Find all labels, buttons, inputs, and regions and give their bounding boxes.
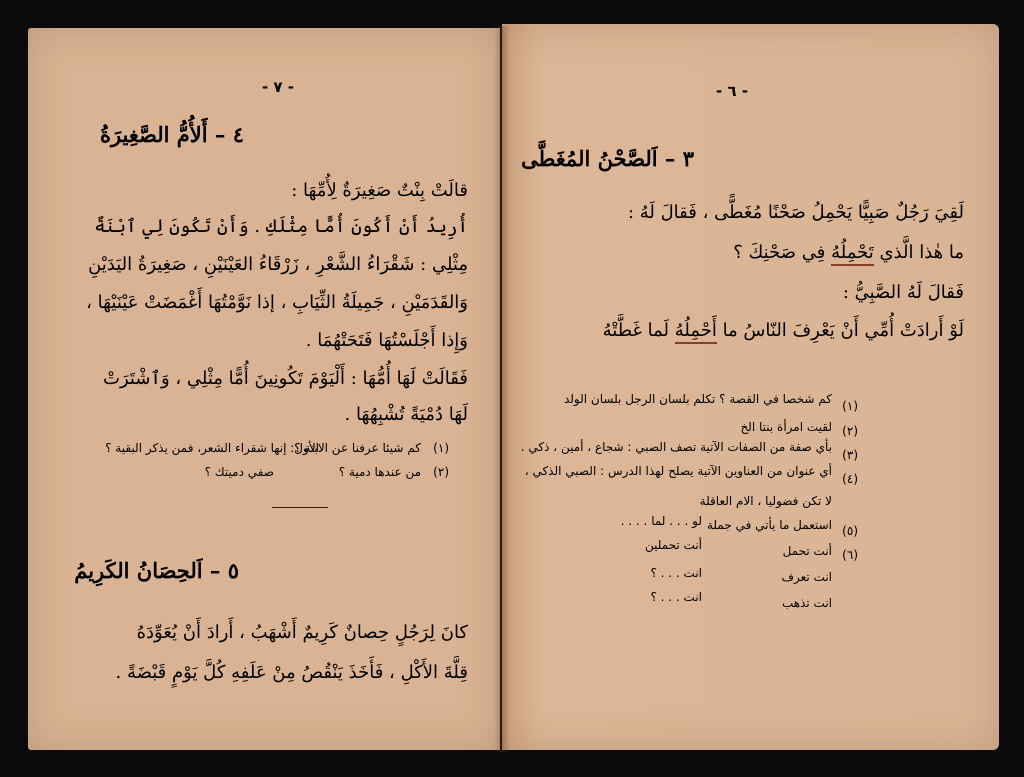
exercise-question: من عندها دمية ؟ xyxy=(338,465,421,479)
exercise-number: (٦) xyxy=(842,548,858,562)
exercise-text: أنت تحمل xyxy=(782,544,832,558)
exercise-number: (١) xyxy=(842,399,858,413)
lesson-3-line: فَقالَ لَهُ الصَّبِيُّ : xyxy=(842,282,964,303)
lesson-4-line: لَهَا دُمْيَةً تُشْبِهُهَا . xyxy=(344,404,468,425)
exercise-text: كم شخصا في القصة ؟ تكلم بلسان الرجل بلسان الولد xyxy=(563,392,832,406)
exercise-answer: صفي دميتك ؟ xyxy=(204,465,274,479)
exercise-column-2: انت . . . ؟ xyxy=(650,590,702,604)
underlined-word: تَحْمِلُهُ xyxy=(831,242,874,266)
exercise-answer: الأول: إنها شقراء الشعر، فمن يذكر البقية ؟ xyxy=(105,441,319,455)
exercise-question: كم شيئا عرفنا عن الابنة ؟ xyxy=(294,441,421,455)
right-page xyxy=(502,24,999,750)
line-text: ما هٰذا الَّذي xyxy=(873,242,964,263)
line-text: فِي صَحْنِكَ ؟ xyxy=(733,242,832,263)
lesson-5-title: ٥ – اَلحِصَانُ الكَرِيمُ xyxy=(74,558,239,583)
lesson-3-line: لَقِيَ رَجُلٌ صَبِيًّا يَحْمِلُ صَحْنًا مُغَطًّى ، فَقالَ لَهُ : xyxy=(627,202,964,223)
lesson-5-line: كانَ لِرَجُلٍ حِصانٌ كَرِيمٌ أَشْهَبُ ، أَرادَ أَنْ يُعَوِّدَهُ xyxy=(136,622,468,643)
page-number-left: - ٧ - xyxy=(261,78,294,96)
exercise-number: (٤) xyxy=(842,472,858,486)
lesson-4-line: وَالقَدَمَيْنِ ، جَمِيلَةُ الثِّيَابِ ، إذا نَوَّمْتُهَا أَغْمَضَتْ عَيْنَيْهَا ، xyxy=(86,292,468,313)
book-gutter xyxy=(494,26,510,752)
lesson-4-line: فَقَالَتْ لَهَا أُمُّهَا : أَلْيَوْمَ تَكُونِينَ أُمًّا مِثْلِي ، وَٱشْتَرَتْ xyxy=(103,368,468,389)
exercise-text: أي عنوان من العناوين الآتية يصلح لهذا الدرس : الصبي الذكي ، xyxy=(524,464,832,478)
lesson-4-title: ٤ – أَلأُمُّ الصَّغِيرَةُ xyxy=(99,122,244,147)
line-text: لَما غَطَّتْهُ xyxy=(602,320,675,341)
lesson-4-line: قالَتْ بِنْتٌ صَغِيرَةٌ لِأُمِّهَا : xyxy=(291,180,468,201)
lesson-4-line: أُرِيدُ أَنْ أَكُونَ أُمًّا مِثْلَكِ . وَأَنْ تَكُونَ لِي ٱبْنَةٌ xyxy=(94,216,468,237)
exercise-number: (٥) xyxy=(842,524,858,538)
page-number-right: - ٦ - xyxy=(715,82,748,100)
exercise-number: (١) xyxy=(433,441,449,455)
exercise-text: لا تكن فضوليا ، الام العاقلة xyxy=(699,494,832,508)
lesson-3-line xyxy=(733,242,964,263)
exercise-text: استعمل ما يأتي في جملة xyxy=(706,518,832,532)
exercise-text: بأي صفة من الصفات الآتية تصف الصبي : شجاع ، أمين ، ذكي . xyxy=(520,440,832,454)
underlined-word: أَحْمِلُهُ xyxy=(675,320,717,344)
lesson-3-title: ٣ – اَلصَّحْنُ المُغَطَّى xyxy=(521,146,694,171)
section-divider xyxy=(272,507,328,508)
lesson-3-line xyxy=(603,320,964,341)
exercise-column-2: لو . . . لما . . . . xyxy=(620,514,702,528)
exercise-column-2: انت . . . ؟ xyxy=(650,566,702,580)
exercise-text: لقيت امرأة بنتا الخ xyxy=(740,420,832,434)
lesson-4-line: وَإِذا أَجْلَسْتُهَا فَتَحَتْهُمَا . xyxy=(305,330,468,351)
exercise-number: (٢) xyxy=(842,424,858,438)
lesson-5-line: قِلَّةَ الأَكْلِ ، فَأَخَذَ يَنْقُصُ مِنْ عَلَفِهِ كُلَّ يَوْمٍ قَبْضَةً . xyxy=(115,662,468,683)
exercise-number: (٣) xyxy=(842,448,858,462)
exercise-text: انت تذهب xyxy=(781,596,832,610)
exercise-column-2: أنت تحملين xyxy=(644,538,702,552)
exercise-text: انت تعرف xyxy=(781,570,832,584)
exercise-number: (٢) xyxy=(433,465,449,479)
lesson-4-line: مِثْلِي : شَقْرَاءُ الشَّعْرِ ، زَرْقَاءُ العَيْنَيْنِ ، صَغِيرَةُ اليَدَيْنِ xyxy=(88,254,468,275)
line-text: لَوْ أَرادَتْ أُمِّي أَنْ يَعْرِفَ النّاسُ ما xyxy=(716,320,964,341)
